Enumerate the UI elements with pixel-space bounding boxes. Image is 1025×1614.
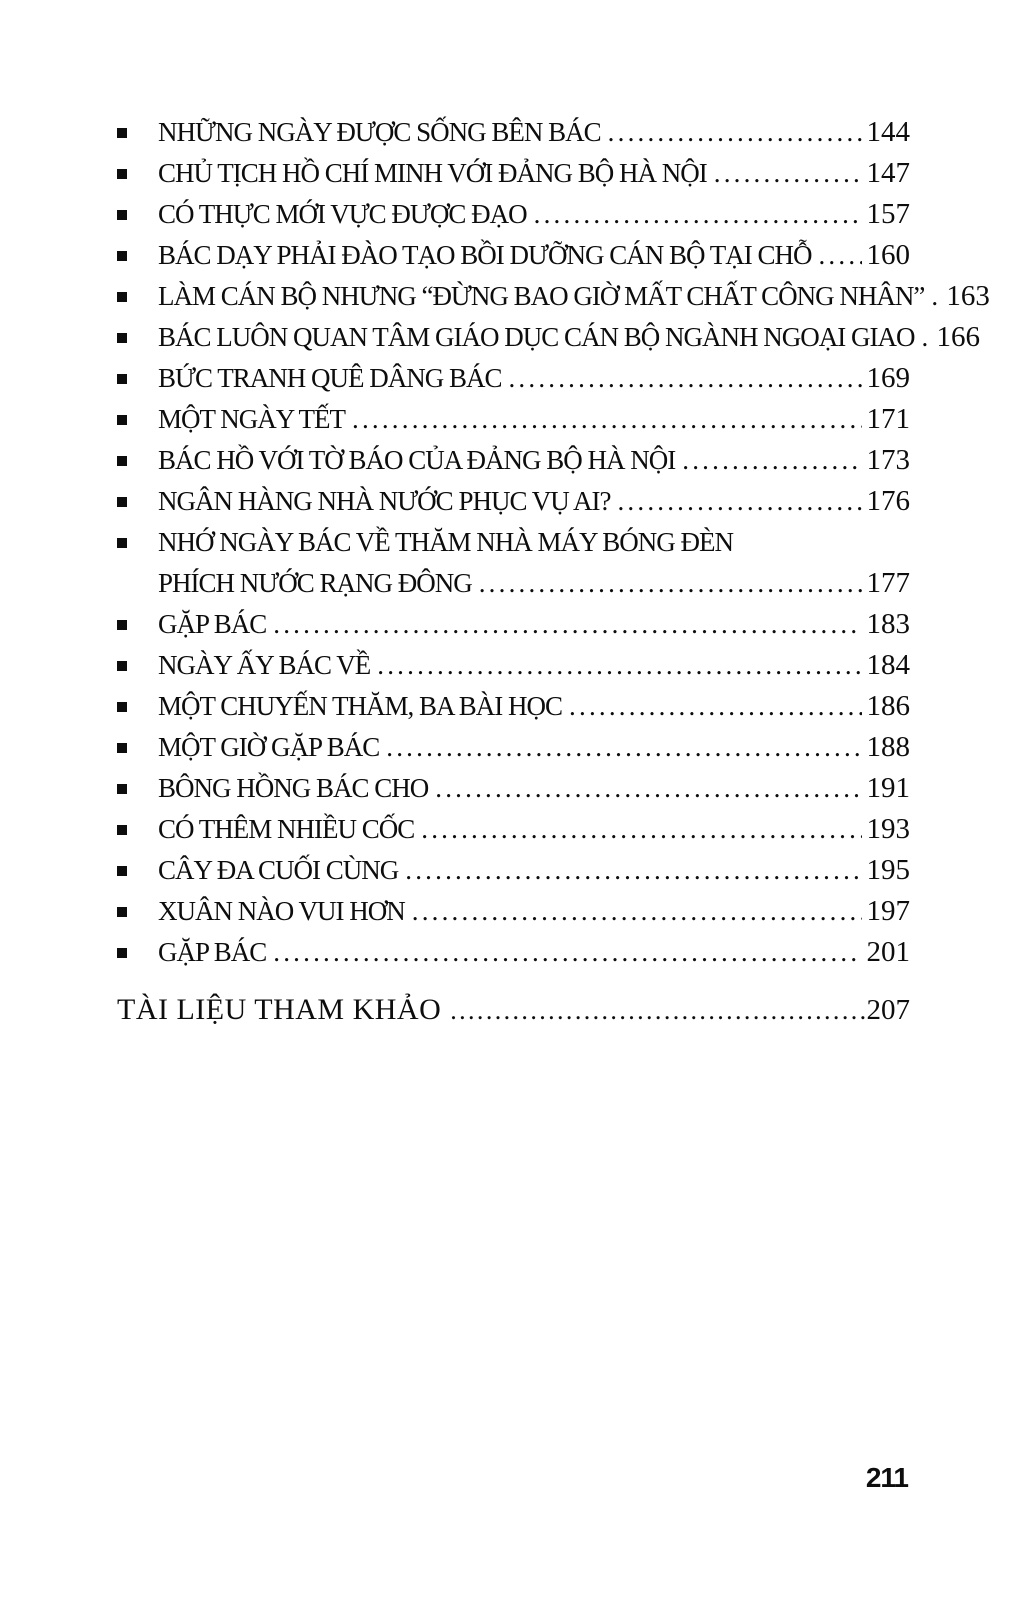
toc-entry-page: 184: [866, 649, 910, 681]
toc-entry-continuation: [117, 563, 910, 604]
toc-entry-title: CÓ THÊM NHIỀU CỐC: [158, 814, 415, 844]
toc-entry-page: 183: [866, 608, 910, 640]
toc-entry: [117, 112, 910, 153]
toc-entry: [117, 235, 910, 276]
toc-entry-page: 166: [936, 321, 980, 353]
bullet-square-icon: [117, 620, 127, 630]
bullet-square-icon: [117, 292, 127, 302]
toc-entry-page: 144: [866, 116, 910, 148]
toc-list: [117, 112, 990, 1030]
toc-entry: [117, 276, 990, 317]
toc-entry-title: CHỦ TỊCH HỒ CHÍ MINH VỚI ĐẢNG BỘ HÀ NỘI: [158, 158, 707, 188]
bullet-square-icon: [117, 538, 127, 548]
toc-entry-page: 163: [946, 280, 990, 312]
dot-leader: [273, 932, 861, 977]
toc-entry: [117, 440, 910, 481]
bullet-square-icon: [117, 415, 127, 425]
toc-entry-page: 147: [866, 157, 910, 189]
toc-entry-page: 169: [866, 362, 910, 394]
dot-leader: [569, 686, 861, 731]
toc-entry: [117, 768, 910, 809]
bullet-square-icon: [117, 251, 127, 261]
bullet-square-icon: [117, 374, 127, 384]
toc-entry-page: 173: [866, 444, 910, 476]
dot-leader: [352, 399, 862, 444]
toc-entry: [117, 932, 910, 973]
bullet-square-icon: [117, 743, 127, 753]
toc-entry-title: BÁC HỒ VỚI TỜ BÁO CỦA ĐẢNG BỘ HÀ NỘI: [158, 445, 676, 475]
toc-entry-title: PHÍCH NƯỚC RẠNG ĐÔNG: [158, 568, 472, 598]
dot-leader: [405, 850, 861, 895]
dot-leader: [682, 440, 861, 485]
footer-page-number: 211: [865, 1462, 908, 1493]
toc-entry-title: NHỚ NGÀY BÁC VỀ THĂM NHÀ MÁY BÓNG ĐÈN: [158, 527, 734, 557]
toc-entry: [117, 604, 910, 645]
toc-entry-title: BỨC TRANH QUÊ DÂNG BÁC: [158, 363, 502, 393]
dot-leader: [435, 768, 861, 813]
toc-entry-page: 193: [866, 813, 910, 845]
toc-entry-page: 197: [866, 895, 910, 927]
bullet-square-icon: [117, 825, 127, 835]
toc-entry-title: CÂY ĐA CUỐI CÙNG: [158, 855, 399, 885]
toc-entry: [117, 850, 910, 891]
toc-entry: [117, 153, 910, 194]
toc-entry: [117, 727, 910, 768]
dot-leader: [714, 153, 862, 198]
toc-entry-page: 188: [866, 731, 910, 763]
toc-entry: [117, 194, 910, 235]
dot-leader: [377, 645, 861, 690]
toc-entry-title: MỘT GIỜ GẶP BÁC: [158, 732, 380, 762]
toc-entry-page: 177: [866, 567, 910, 599]
toc-entry-title: MỘT CHUYẾN THĂM, BA BÀI HỌC: [158, 691, 563, 721]
dot-leader: [450, 990, 865, 1035]
dot-leader: [608, 112, 862, 157]
toc-entry-title: NHỮNG NGÀY ĐƯỢC SỐNG BÊN BÁC: [158, 117, 601, 147]
dot-leader: [508, 358, 861, 403]
bullet-square-icon: [117, 907, 127, 917]
toc-entry-page: 186: [866, 690, 910, 722]
bullet-square-icon: [117, 784, 127, 794]
toc-entry-page: 157: [866, 198, 910, 230]
dot-leader: [534, 194, 862, 239]
bullet-square-icon: [117, 456, 127, 466]
bullet-square-icon: [117, 128, 127, 138]
dot-leader: [818, 235, 861, 280]
toc-entry-page: 160: [866, 239, 910, 271]
dot-leader: [421, 809, 861, 854]
toc-entry-title: BÔNG HỒNG BÁC CHO: [158, 773, 429, 803]
toc-entry-title: NGÀY ẤY BÁC VỀ: [158, 650, 371, 680]
bullet-square-icon: [117, 169, 127, 179]
reference-entry: [117, 989, 910, 1030]
toc-entry-title: CÓ THỰC MỚI VỰC ĐƯỢC ĐẠO: [158, 199, 527, 229]
toc-entry: [117, 317, 980, 358]
toc-entry-title: BÁC LUÔN QUAN TÂM GIÁO DỤC CÁN BỘ NGÀNH NGOẠI GIAO: [158, 322, 915, 352]
toc-entry-title: LÀM CÁN BỘ NHƯNG “ĐỪNG BAO GIỜ MẤT CHẤT CÔNG NHÂN”: [158, 281, 925, 311]
toc-entry: [117, 891, 910, 932]
toc-entry-title: XUÂN NÀO VUI HƠN: [158, 896, 405, 926]
dot-leader: [273, 604, 861, 649]
dot-leader: [617, 481, 861, 526]
bullet-square-icon: [117, 866, 127, 876]
bullet-square-icon: [117, 333, 127, 343]
toc-entry: [117, 399, 910, 440]
toc-entry-page: 195: [866, 854, 910, 886]
bullet-square-icon: [117, 497, 127, 507]
toc-entry-title: BÁC DẠY PHẢI ĐÀO TẠO BỒI DƯỠNG CÁN BỘ TẠI CHỖ: [158, 240, 812, 270]
toc-entry: [117, 809, 910, 850]
bullet-square-icon: [117, 661, 127, 671]
toc-entry-page: 171: [866, 403, 910, 435]
bullet-square-icon: [117, 702, 127, 712]
bullet-square-icon: [117, 210, 127, 220]
dot-leader: [412, 891, 862, 936]
dot-leader: [386, 727, 861, 772]
toc-entry-title: GẶP BÁC: [158, 609, 267, 639]
toc-entry: [117, 481, 910, 522]
toc-entry-title: GẶP BÁC: [158, 937, 267, 967]
toc-entry: [117, 522, 910, 563]
toc-entry-title: MỘT NGÀY TẾT: [158, 404, 345, 434]
dot-leader: [479, 563, 862, 608]
dot-leader: [931, 276, 941, 321]
toc-entry: [117, 358, 910, 399]
toc-entry: [117, 645, 910, 686]
toc-entry-page: 191: [866, 772, 910, 804]
toc-entry-page: 201: [866, 936, 910, 968]
reference-page: 207: [866, 994, 910, 1026]
bullet-square-icon: [117, 948, 127, 958]
toc-entry: [117, 686, 910, 727]
toc-entry-page: 176: [866, 485, 910, 517]
toc-entry-title: NGÂN HÀNG NHÀ NƯỚC PHỤC VỤ AI?: [158, 486, 611, 516]
reference-title: TÀI LIỆU THAM KHẢO: [117, 993, 442, 1026]
dot-leader: [921, 317, 931, 362]
